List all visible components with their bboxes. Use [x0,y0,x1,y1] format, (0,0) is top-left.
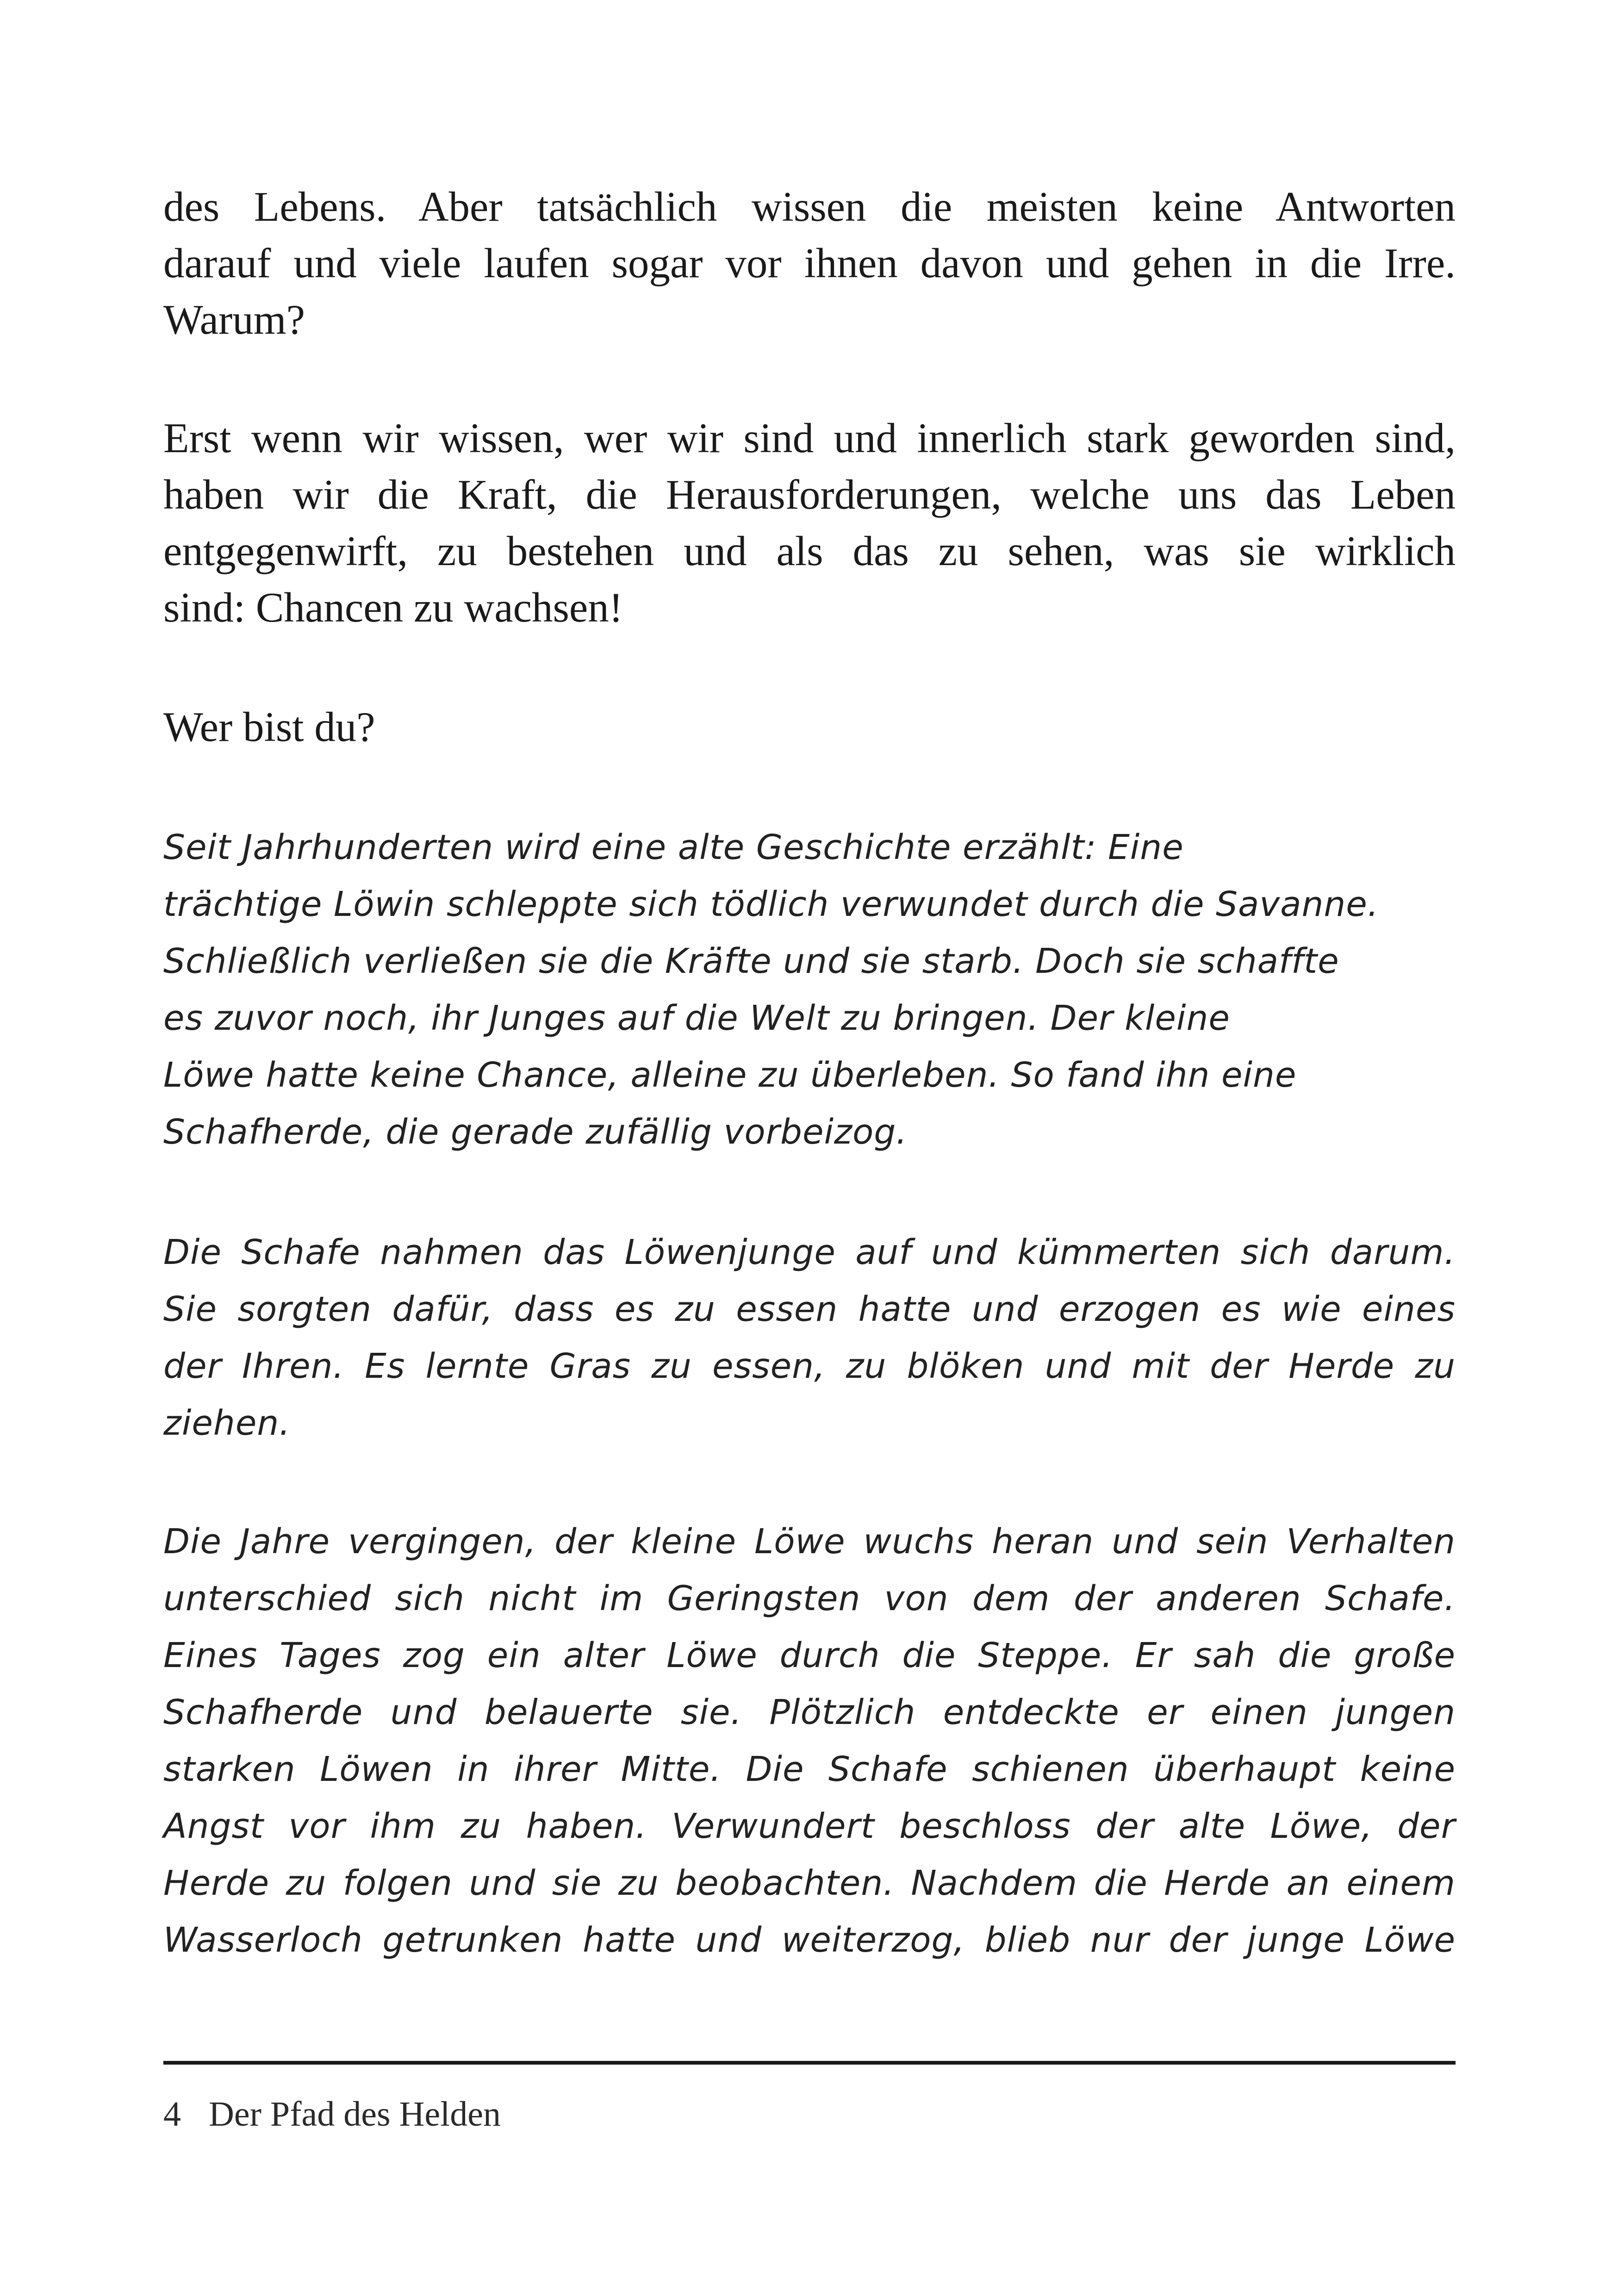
text-line: starken Löwen in ihrer Mitte. Die Schafe schienen überhaupt keine [163,1749,1456,1789]
text-line: der Ihren. Es lernte Gras zu essen, zu blöken und mit der Herde zu [163,1346,1456,1386]
text-line: Angst vor ihm zu haben. Verwundert beschloss der alte Löwe, der [163,1806,1456,1846]
question-line [163,699,1456,755]
text-line: unterschied sich nicht im Geringsten von dem der anderen Schafe. [163,1579,1456,1618]
footer-divider [163,2061,1456,2065]
text-line: sind: Chancen zu wachsen! [163,584,623,631]
story-paragraph-2 [163,1224,1456,1452]
text-line: Die Jahre vergingen, der kleine Löwe wuchs heran und sein Verhalten [163,1522,1456,1562]
text-line: Wasserloch getrunken hatte und weiterzog, blieb nur der junge Löwe [163,1920,1456,1960]
text-line: des Lebens. Aber tatsächlich wissen die meisten keine Antworten [163,183,1456,230]
page-footer [163,2091,501,2137]
page-number: 4 [163,2095,181,2134]
text-line: Schafherde, die gerade zufällig vorbeizog. [163,1112,908,1152]
body-paragraph-2 [163,410,1456,636]
text-line: Schafherde und belauerte sie. Plötzlich entdeckte er einen jungen [163,1692,1456,1732]
text-line: entgegenwirft, zu bestehen und als das zu sehen, was sie wirklich [163,528,1456,574]
text-line: darauf und viele laufen sogar vor ihnen davon und gehen in die Irre. [163,240,1456,286]
text-line: ziehen. [163,1403,291,1443]
text-line: Löwe hatte keine Chance, alleine zu überleben. So fand ihn eine [163,1055,1297,1095]
text-line: Sie sorgten dafür, dass es zu essen hatte und erzogen es wie eines [163,1289,1456,1329]
text-line: es zuvor noch, ihr Junges auf die Welt zu bringen. Der kleine [163,998,1230,1038]
body-paragraph-1 [163,179,1456,348]
text-line: haben wir die Kraft, die Herausforderungen, welche uns das Leben [163,471,1456,518]
text-line: Schließlich verließen sie die Kräfte und sie starb. Doch sie schaffte [163,941,1339,981]
story-paragraph-1 [163,819,1456,1161]
text-line: Herde zu folgen und sie zu beobachten. Nachdem die Herde an einem [163,1863,1456,1903]
text-line: Die Schafe nahmen das Löwenjunge auf und kümmerten sich darum. [163,1232,1456,1272]
text-line: Seit Jahrhunderten wird eine alte Geschichte erzählt: Eine [163,828,1184,867]
text-line: Warum? [163,296,305,343]
story-paragraph-3 [163,1513,1456,1969]
text-line: trächtige Löwin schleppte sich tödlich verwundet durch die Savanne. [163,884,1379,924]
text-line: Wer bist du? [163,703,375,750]
text-line: Erst wenn wir wissen, wer wir sind und innerlich stark geworden sind, [163,415,1456,461]
running-title: Der Pfad des Helden [209,2095,501,2134]
text-line: Eines Tages zog ein alter Löwe durch die Steppe. Er sah die große [163,1636,1456,1675]
